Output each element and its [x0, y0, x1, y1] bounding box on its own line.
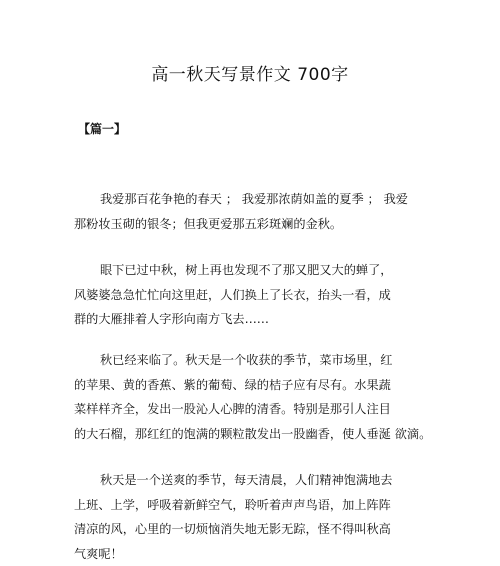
paragraph-line: 眼下已过中秋，树上再也发现不了那又肥又大的蝉了， [100, 263, 393, 277]
paragraph-line: 菜样样齐全，发出一股沁人心脾的清香。特别是那引人注目 [74, 402, 391, 416]
paragraph-line: 秋天是一个送爽的季节，每天清晨，人们精神饱满地去 [100, 473, 393, 487]
paragraph-line: 我爱那百花争艳的春天 ； 我爱那浓荫如盖的夏季 ； 我爱 [100, 192, 408, 206]
paragraph-line: 的大石榴，那红红的饱满的颗粒散发出一股幽香，使人垂涎 欲滴。 [74, 426, 432, 441]
paragraph-line: 清凉的风，心里的一切烦恼消失地无影无踪，怪不得叫秋高 [74, 522, 391, 536]
paragraph-2 [74, 258, 434, 332]
paragraph-line: 秋已经来临了。秋天是一个收获的季节，菜市场里，红 [100, 353, 393, 367]
paragraph-line: 那粉妆玉砌的银冬；但我更爱那五彩斑斓的金秋。 [74, 216, 343, 231]
paragraph-line: 气爽呢！ [74, 546, 123, 561]
paragraph-1 [74, 187, 434, 236]
paragraph-4 [74, 468, 434, 566]
paragraph-line: 的苹果、黄的香蕉、紫的葡萄、绿的桔子应有尽有。水果蔬 [74, 377, 391, 392]
paragraph-line: 上班、上学，呼吸着新鲜空气，聆听着声声鸟语，加上阵阵 [74, 497, 391, 512]
paragraph-line: 风婆婆急急忙忙向这里赶，人们换上了长衣，抬头一看，成 [74, 287, 391, 302]
section-label: 【篇一】 [78, 122, 127, 136]
paragraph-3 [74, 348, 434, 446]
document-title: 高一秋天写景作文 700字 [151, 65, 349, 85]
paragraph-line: 群的大雁排着人字形向南方飞去…… [74, 312, 269, 326]
